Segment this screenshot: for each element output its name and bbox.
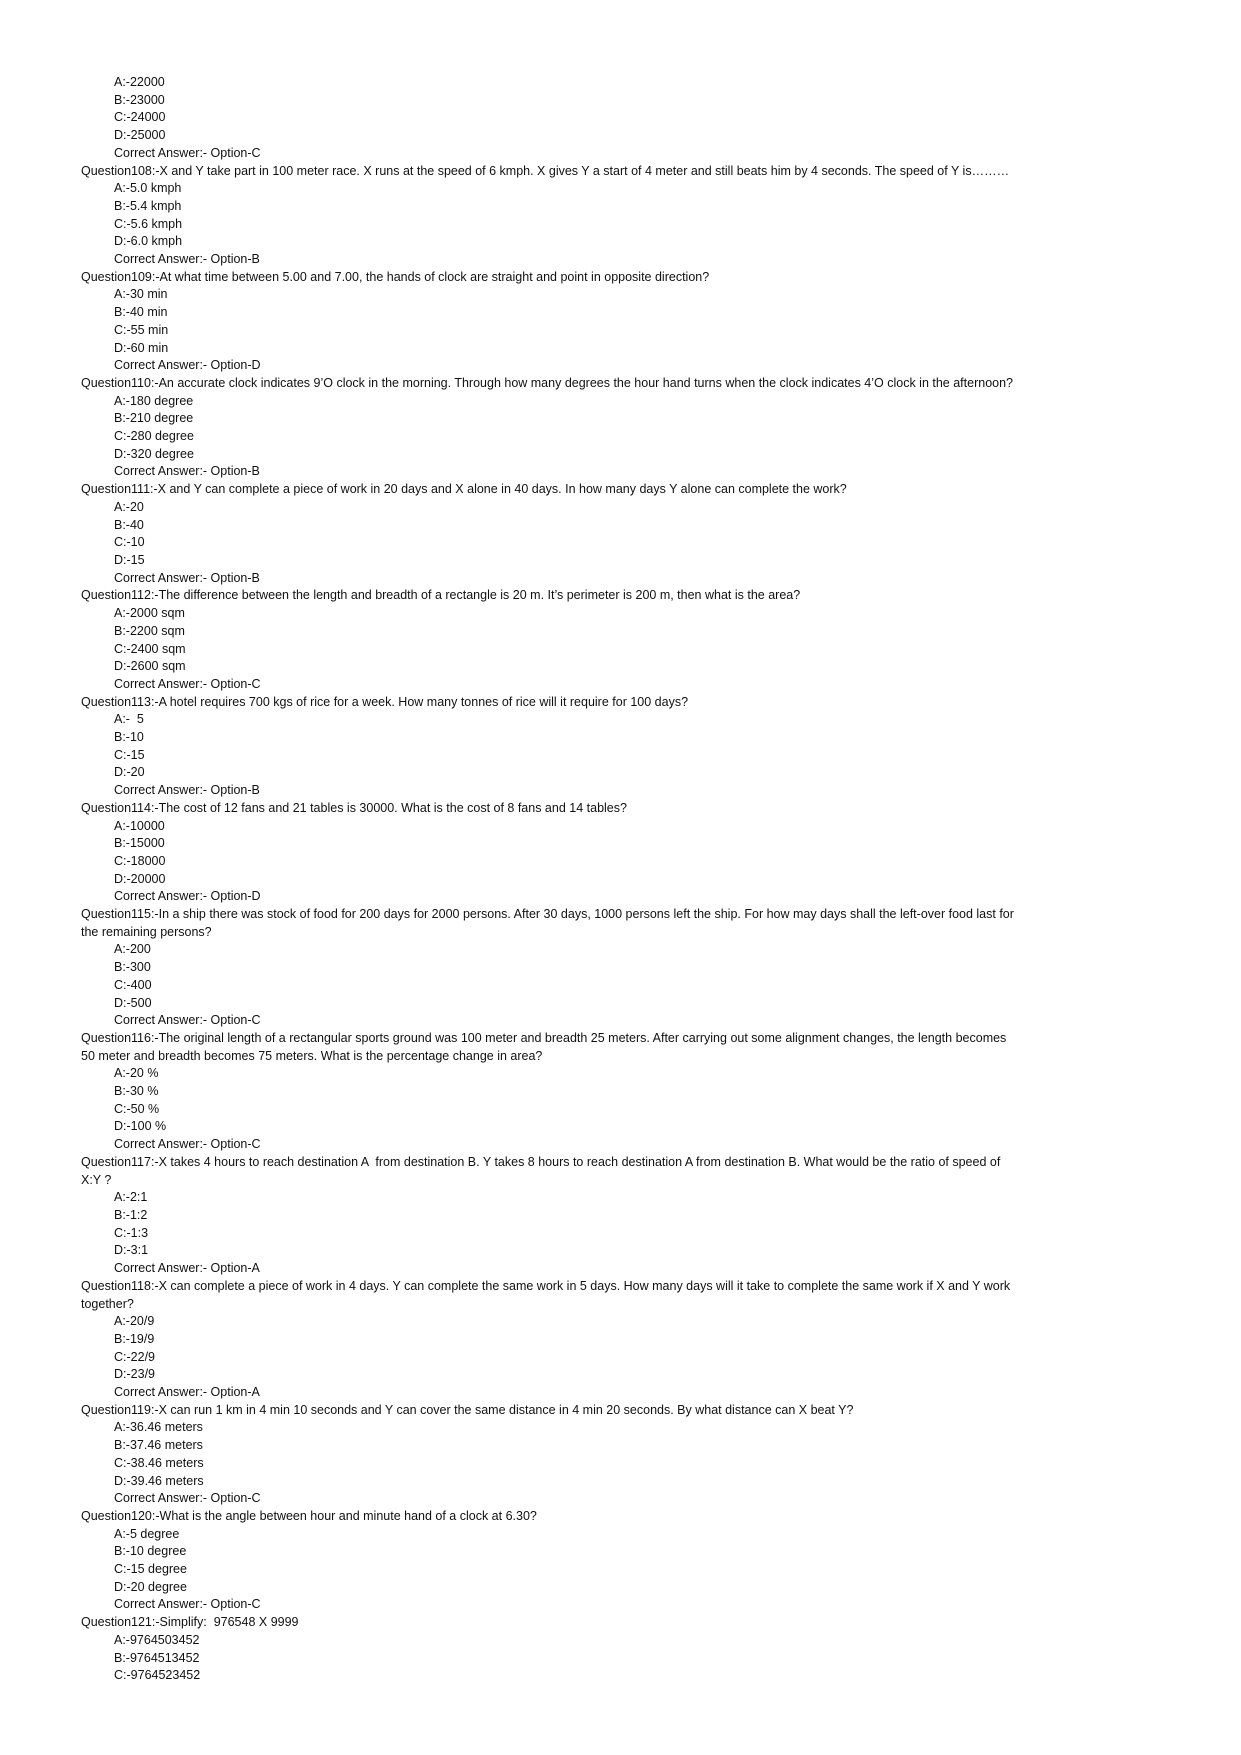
question-text: Question117:-X takes 4 hours to reach destination A from destination B. Y takes 8 hours to reach destination A from destination B. What would be the ratio of speed of [81, 1154, 1001, 1169]
answer-option: A:-20/9 [114, 1314, 155, 1329]
answer-option: D:-15 [114, 552, 145, 567]
answer-option: D:-25000 [114, 128, 166, 143]
answer-option: A:-2000 sqm [114, 606, 185, 621]
question-text: Question110:-An accurate clock indicates 9’O clock in the morning. Through how many degrees the hour hand turns when the clock indicates 4’O clock in the afternoon? [81, 375, 1014, 390]
answer-option: A:-36.46 meters [114, 1420, 203, 1435]
correct-answer: Correct Answer:- Option-C [114, 145, 261, 160]
answer-option: D:-320 degree [114, 446, 194, 461]
answer-option: B:-10 degree [114, 1544, 187, 1559]
answer-option: C:-15 degree [114, 1562, 187, 1577]
answer-option: A:-200 [114, 942, 151, 957]
answer-option: D:-39.46 meters [114, 1473, 204, 1488]
correct-answer: Correct Answer:- Option-A [114, 1261, 260, 1276]
answer-option: D:-20 [114, 765, 145, 780]
answer-option: B:-210 degree [114, 411, 194, 426]
answer-option: C:-400 [114, 977, 152, 992]
answer-option: A:-30 min [114, 287, 168, 302]
question-text: X:Y ? [81, 1172, 112, 1187]
question-text: Question119:-X can run 1 km in 4 min 10 seconds and Y can cover the same distance in 4 min 20 seconds. By what distance can X beat Y? [81, 1402, 854, 1417]
answer-option: C:-5.6 kmph [114, 216, 183, 231]
answer-option: C:-1:3 [114, 1225, 149, 1240]
question-list [81, 74, 1161, 1685]
answer-option: B:-15000 [114, 836, 165, 851]
correct-answer: Correct Answer:- Option-C [114, 676, 261, 691]
question-text: the remaining persons? [81, 924, 212, 939]
answer-option: C:-18000 [114, 853, 166, 868]
answer-option: B:-40 min [114, 305, 168, 320]
correct-answer: Correct Answer:- Option-C [114, 1137, 261, 1152]
question-text: Question118:-X can complete a piece of work in 4 days. Y can complete the same work in 5 days. How many days will it take to complete the same work if X and Y work [81, 1278, 1011, 1293]
answer-option: D:-500 [114, 995, 152, 1010]
question-text: Question116:-The original length of a rectangular sports ground was 100 meter and breadth 25 meters. After carrying out some alignment changes, the length becomes [81, 1030, 1007, 1045]
answer-option: A:-180 degree [114, 393, 194, 408]
correct-answer: Correct Answer:- Option-B [114, 252, 260, 267]
correct-answer: Correct Answer:- Option-A [114, 1385, 260, 1400]
answer-option: D:-60 min [114, 340, 169, 355]
correct-answer: Correct Answer:- Option-C [114, 1597, 261, 1612]
answer-option: D:-2600 sqm [114, 659, 186, 674]
answer-option: A:-10000 [114, 818, 165, 833]
correct-answer: Correct Answer:- Option-B [114, 464, 260, 479]
answer-option: A:-20 % [114, 1066, 159, 1081]
answer-option: A:-2:1 [114, 1190, 148, 1205]
answer-option: A:-5 degree [114, 1526, 180, 1541]
question-text: Question109:-At what time between 5.00 and 7.00, the hands of clock are straight and point in opposite direction? [81, 269, 710, 284]
answer-option: C:-22/9 [114, 1349, 155, 1364]
correct-answer: Correct Answer:- Option-B [114, 783, 260, 798]
answer-option: D:-20 degree [114, 1579, 187, 1594]
correct-answer: Correct Answer:- Option-D [114, 889, 261, 904]
correct-answer: Correct Answer:- Option-D [114, 358, 261, 373]
answer-option: D:-20000 [114, 871, 166, 886]
answer-option: B:-2200 sqm [114, 623, 185, 638]
answer-option: C:-55 min [114, 322, 169, 337]
answer-option: B:-300 [114, 960, 151, 975]
answer-option: C:-9764523452 [114, 1668, 201, 1683]
answer-option: B:-9764513452 [114, 1650, 200, 1665]
question-text: together? [81, 1296, 134, 1311]
answer-option: B:-5.4 kmph [114, 198, 182, 213]
correct-answer: Correct Answer:- Option-B [114, 570, 260, 585]
question-text: Question115:-In a ship there was stock of food for 200 days for 2000 persons. After 30 days, 1000 persons left the ship. For how may days shall the left-over food last for [81, 907, 1014, 922]
answer-option: D:-23/9 [114, 1367, 155, 1382]
answer-option: B:-23000 [114, 92, 165, 107]
correct-answer: Correct Answer:- Option-C [114, 1013, 261, 1028]
answer-option: B:-40 [114, 517, 144, 532]
answer-option: A:-20 [114, 499, 144, 514]
answer-option: C:-280 degree [114, 429, 194, 444]
question-text: Question120:-What is the angle between hour and minute hand of a clock at 6.30? [81, 1508, 537, 1523]
answer-option: A:- 5 [114, 712, 144, 727]
answer-option: C:-24000 [114, 110, 166, 125]
answer-option: C:-38.46 meters [114, 1455, 204, 1470]
answer-option: A:-9764503452 [114, 1632, 200, 1647]
answer-option: B:-37.46 meters [114, 1438, 203, 1453]
question-text: Question113:-A hotel requires 700 kgs of rice for a week. How many tonnes of rice will it require for 100 days? [81, 694, 689, 709]
answer-option: B:-10 [114, 730, 144, 745]
answer-option: D:-6.0 kmph [114, 234, 183, 249]
question-text: Question114:-The cost of 12 fans and 21 tables is 30000. What is the cost of 8 fans and 14 tables? [81, 800, 627, 815]
question-text: Question111:-X and Y can complete a piece of work in 20 days and X alone in 40 days. In how many days Y alone can complete the work? [81, 482, 847, 497]
question-text: Question112:-The difference between the length and breadth of a rectangle is 20 m. It’s perimeter is 200 m, then what is the area? [81, 588, 801, 603]
answer-option: B:-30 % [114, 1084, 159, 1099]
question-text: Question108:-X and Y take part in 100 meter race. X runs at the speed of 6 kmph. X gives Y a start of 4 meter and still beats him by 4 seconds. The speed of Y is……… [81, 163, 1010, 178]
answer-option: D:-100 % [114, 1119, 167, 1134]
question-text: Question121:-Simplify: 976548 X 9999 [81, 1615, 299, 1630]
answer-option: D:-3:1 [114, 1243, 149, 1258]
answer-option: A:-22000 [114, 75, 165, 89]
correct-answer: Correct Answer:- Option-C [114, 1491, 261, 1506]
answer-option: B:-19/9 [114, 1331, 155, 1346]
answer-option: A:-5.0 kmph [114, 181, 182, 196]
answer-option: B:-1:2 [114, 1208, 148, 1222]
answer-option: C:-15 [114, 747, 145, 762]
answer-option: C:-10 [114, 535, 145, 550]
question-text: 50 meter and breadth becomes 75 meters. What is the percentage change in area? [81, 1048, 543, 1063]
answer-option: C:-50 % [114, 1101, 160, 1116]
answer-option: C:-2400 sqm [114, 641, 186, 656]
